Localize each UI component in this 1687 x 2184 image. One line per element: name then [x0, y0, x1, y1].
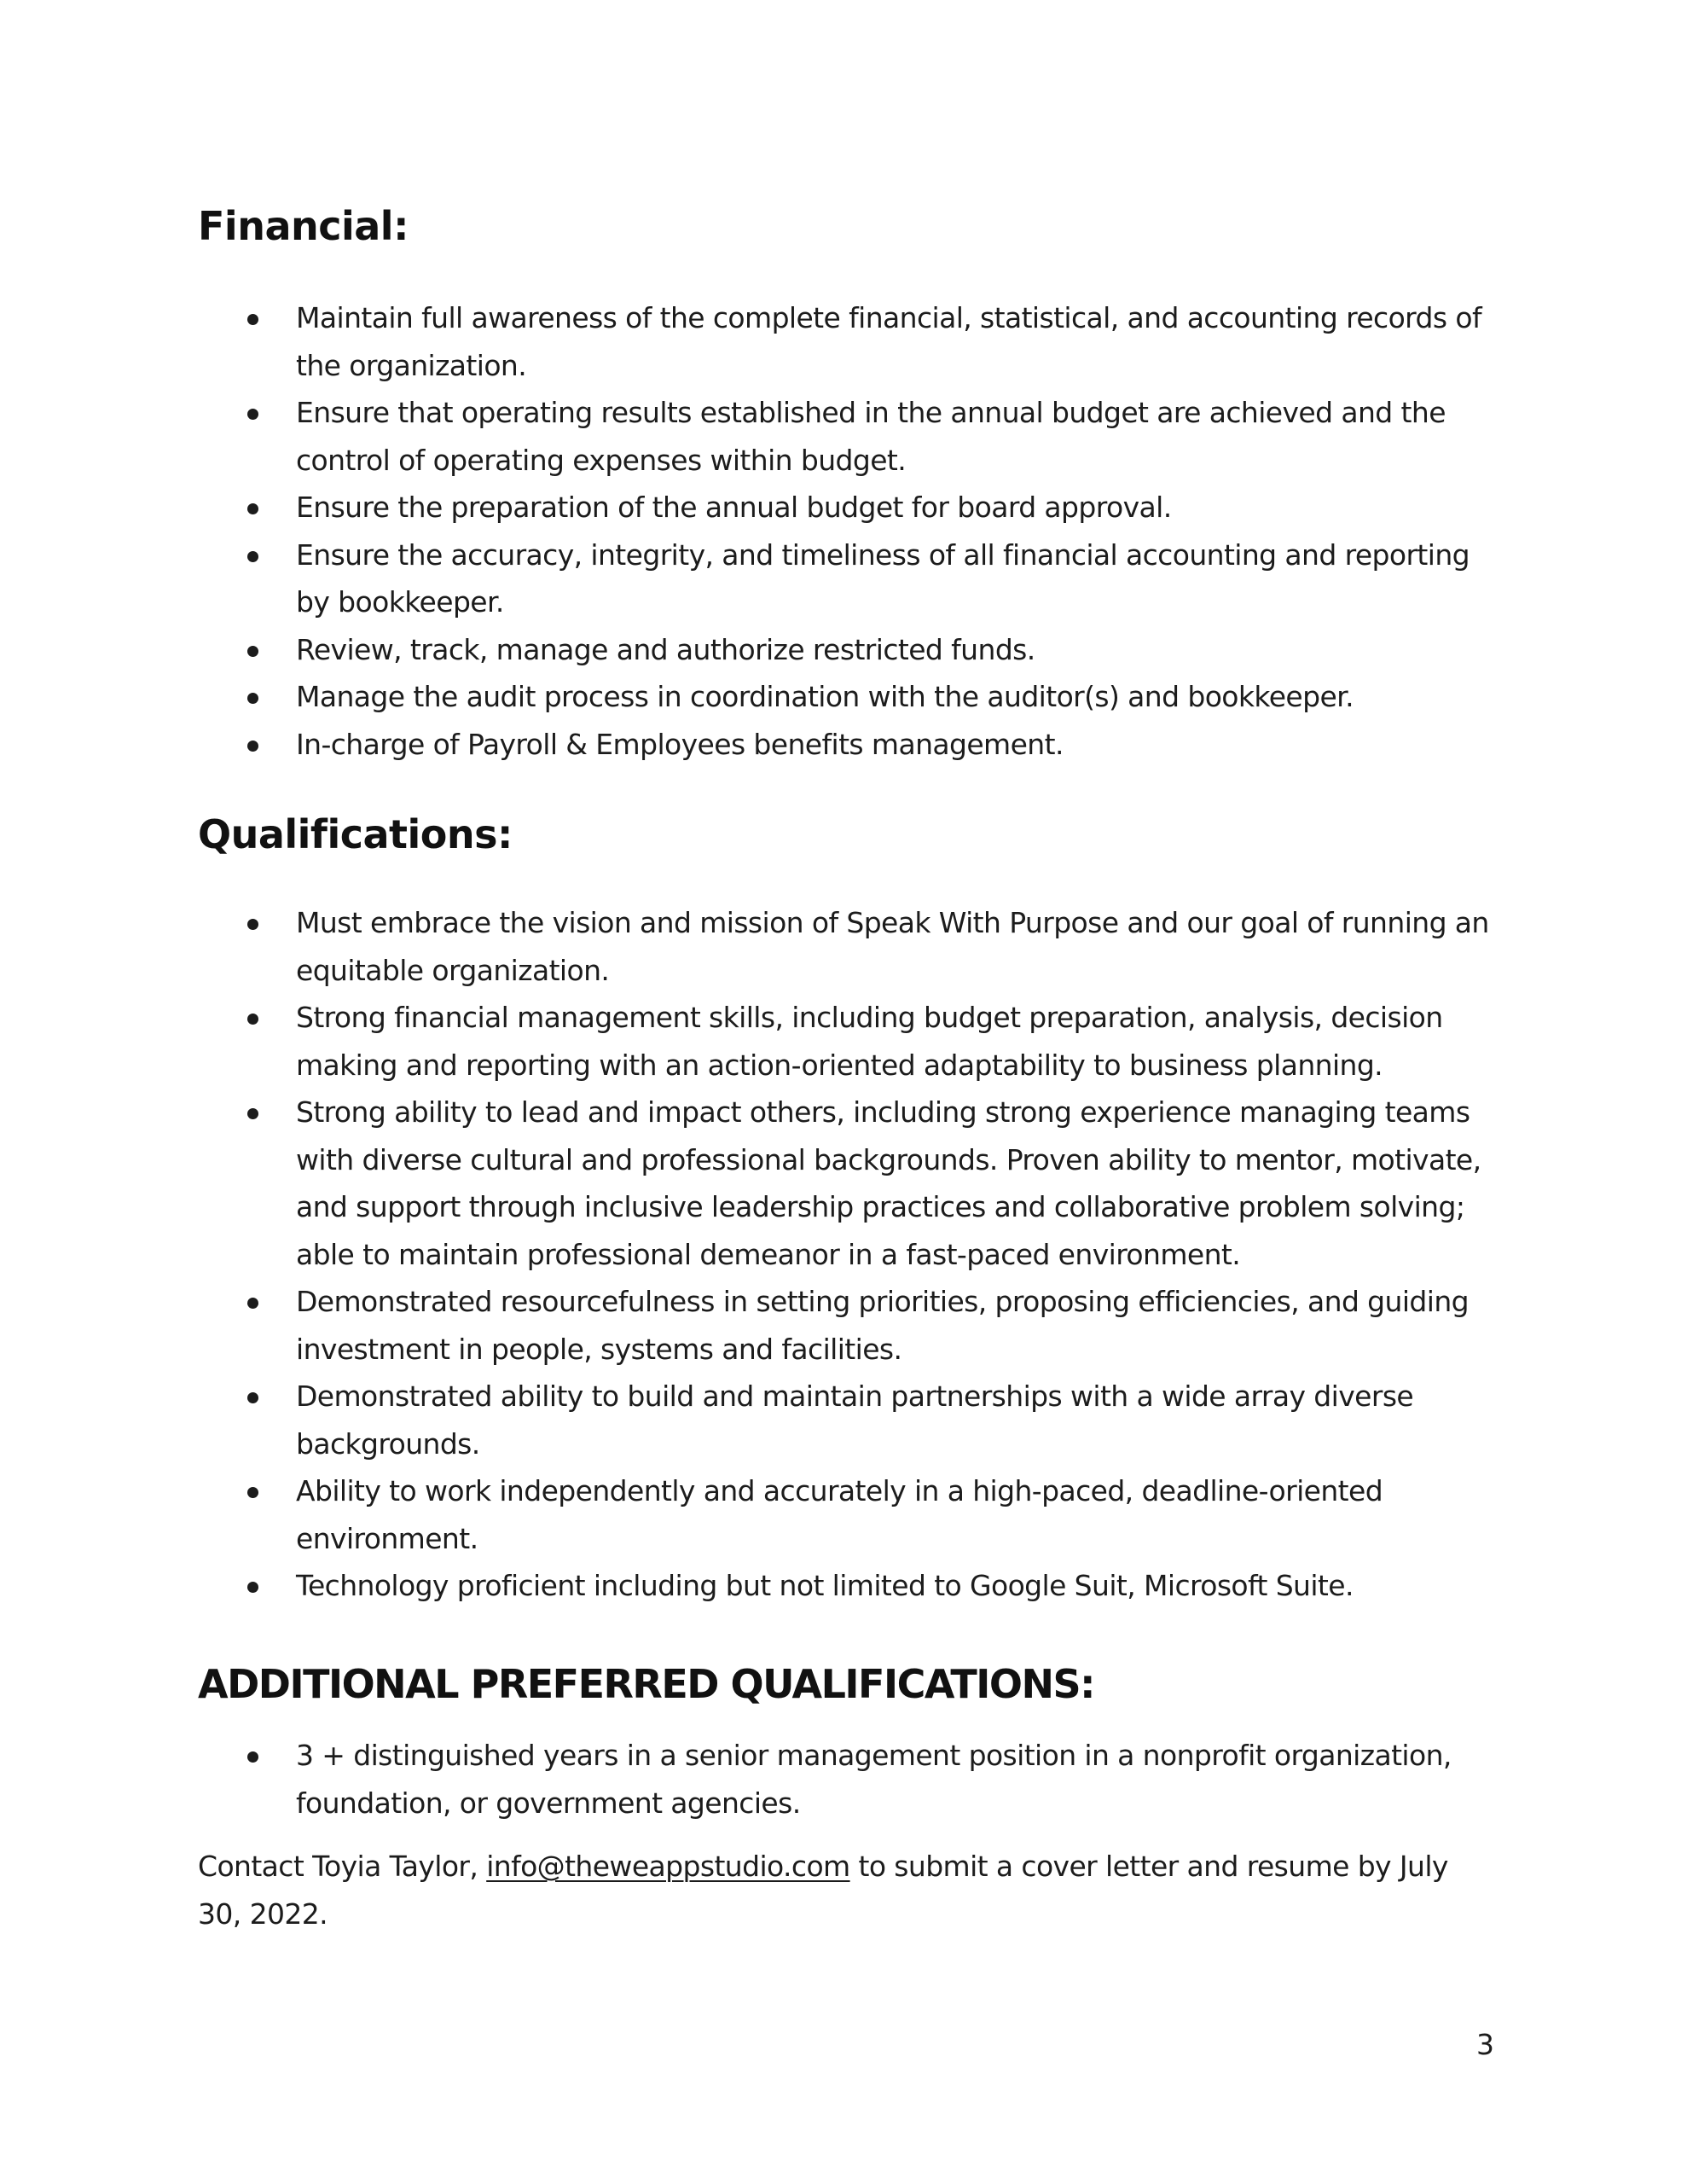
bullet-icon: [247, 409, 258, 420]
financial-heading: Financial:: [198, 203, 409, 249]
additional-qualifications-item-1: 3 + distinguished years in a senior management position in a nonprofit organization, foundation, or government agencies.: [198, 1732, 1494, 1827]
bullet-icon: [247, 314, 258, 325]
financial-item-2: Ensure that operating results established in the annual budget are achieved and the control of operating expenses within budget.: [198, 389, 1494, 484]
qualifications-item-1: Must embrace the vision and mission of Speak With Purpose and our goal of running an equitable organization.: [198, 899, 1494, 994]
contact-email-link[interactable]: info@theweappstudio.com: [486, 1850, 850, 1883]
bullet-icon: [247, 1108, 258, 1119]
qualifications-heading: Qualifications:: [198, 811, 513, 857]
qualifications-list: [198, 899, 1494, 1610]
additional-qualifications-heading: ADDITIONAL PREFERRED QUALIFICATIONS:: [198, 1661, 1094, 1707]
financial-item-4: Ensure the accuracy, integrity, and timeliness of all financial accounting and reporting by bookkeeper.: [198, 531, 1494, 626]
financial-item-6: Manage the audit process in coordination with the auditor(s) and bookkeeper.: [198, 673, 1494, 721]
qualifications-item-4: Demonstrated resourcefulness in setting priorities, proposing efficiencies, and guiding investment in people, systems and facilities.: [198, 1278, 1494, 1373]
financial-item-5: Review, track, manage and authorize restricted funds.: [198, 626, 1494, 674]
financial-item-3: Ensure the preparation of the annual budget for board approval.: [198, 484, 1494, 531]
bullet-icon: [247, 1487, 258, 1498]
financial-item-7: In-charge of Payroll & Employees benefits management.: [198, 721, 1494, 769]
page-number: 3: [1476, 2028, 1494, 2061]
qualifications-item-3: Strong ability to lead and impact others, including strong experience managing teams with diverse cultural and professional backgrounds. Proven ability to mentor, motivate, and support through inclusive leadership practices and collaborative problem solving; able to maintain professional demeanor in a fast-paced environment.: [198, 1089, 1494, 1278]
bullet-icon: [247, 1751, 258, 1763]
additional-qualifications-list: [198, 1732, 1494, 1827]
contact-paragraph: Contact Toyia Taylor, info@theweappstudio.com to submit a cover letter and resume by July 30, 2022.: [198, 1850, 1448, 1931]
bullet-icon: [247, 1014, 258, 1025]
financial-item-1: Maintain full awareness of the complete financial, statistical, and accounting records of the organization.: [198, 294, 1494, 389]
qualifications-item-7: Technology proficient including but not limited to Google Suit, Microsoft Suite.: [198, 1562, 1494, 1610]
bullet-icon: [247, 1392, 258, 1403]
bullet-icon: [247, 741, 258, 752]
bullet-icon: [247, 693, 258, 704]
bullet-icon: [247, 503, 258, 514]
bullet-icon: [247, 646, 258, 657]
qualifications-item-2: Strong financial management skills, including budget preparation, analysis, decision making and reporting with an action-oriented adaptability to business planning.: [198, 994, 1494, 1089]
financial-list: [198, 294, 1494, 768]
bullet-icon: [247, 1298, 258, 1309]
qualifications-item-5: Demonstrated ability to build and maintain partnerships with a wide array diverse backgrounds.: [198, 1373, 1494, 1467]
bullet-icon: [247, 1582, 258, 1593]
bullet-icon: [247, 919, 258, 930]
qualifications-item-6: Ability to work independently and accurately in a high-paced, deadline-oriented environment.: [198, 1467, 1494, 1562]
document-page: [198, 0, 1494, 2184]
bullet-icon: [247, 551, 258, 562]
